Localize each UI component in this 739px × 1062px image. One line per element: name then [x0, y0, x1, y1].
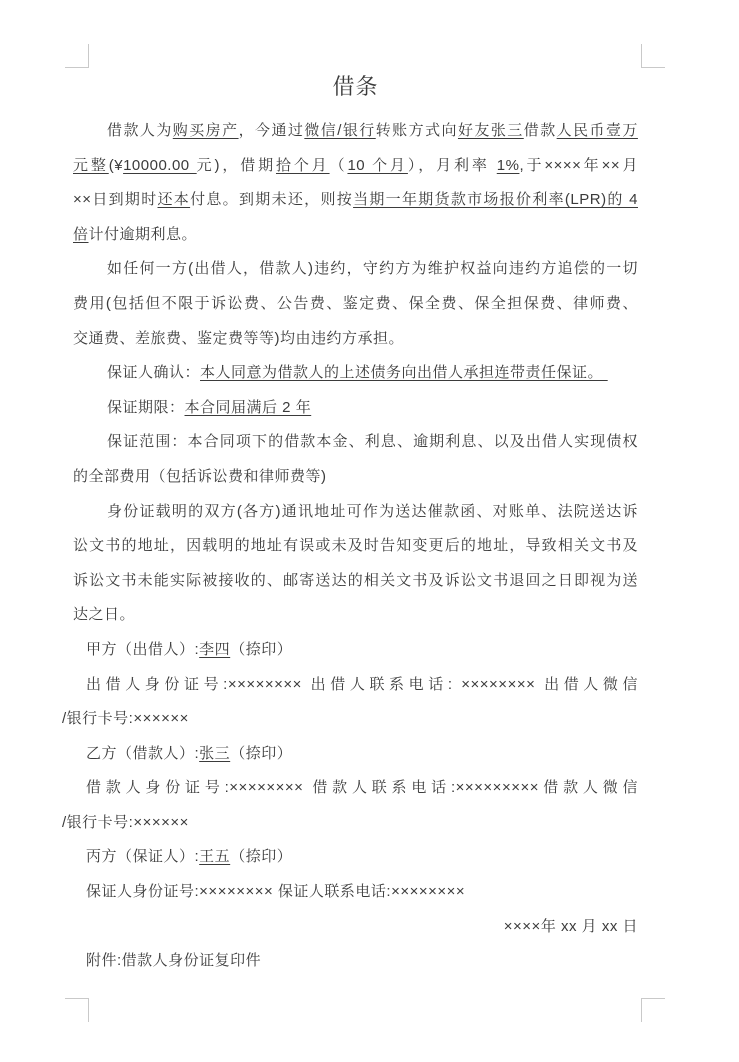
doc-text: 讼文书的地址，因载明的地址有误或未及时告知变更后的地址，导致相关文书及 [73, 537, 638, 555]
doc-text: 元)，借期 [196, 156, 276, 174]
doc-text: （捺印） [230, 848, 293, 866]
doc-text: （捺印） [230, 640, 293, 658]
attachment-line [73, 944, 638, 979]
address-line-1 [73, 495, 638, 530]
doc-text: 丙方（保证人）: [86, 848, 200, 866]
loan-note-document [62, 74, 638, 979]
guarantee-term-line [73, 391, 638, 426]
party-b-contact-line-2 [62, 806, 638, 841]
crop-mark-bottom-right [641, 998, 665, 1022]
guarantee-scope-line-1 [73, 425, 638, 460]
address-line-4 [73, 598, 638, 633]
crop-mark-top-right [641, 44, 665, 68]
guarantee-scope-line-2 [73, 460, 638, 495]
body-line-2 [73, 149, 638, 184]
filled-in-value: 微信/银行 [304, 122, 376, 139]
doc-text: 出借人身份证号:×××××××× 出借人联系电话: ×××××××× 出借人微信 [86, 675, 638, 693]
filled-in-value: 人民币壹万 [556, 122, 638, 139]
doc-text: 借款 [523, 122, 557, 139]
party-a-contact-line-2 [62, 702, 638, 737]
body-line-3 [73, 183, 638, 218]
guarantor-confirm-line [73, 356, 638, 391]
body-line-4 [73, 218, 638, 253]
address-line-2 [73, 529, 638, 564]
breach-line-3 [73, 322, 638, 357]
doc-text: 保证人确认： [107, 364, 201, 382]
doc-text: （捺印） [230, 744, 293, 762]
breach-line-1 [73, 252, 638, 287]
party-a-contact-line-1 [73, 668, 638, 703]
body-line-1 [73, 114, 638, 149]
doc-text: 转账方式向 [375, 122, 458, 139]
filled-in-value: 本合同届满后 2 年 [184, 398, 312, 416]
doc-text: 借款人身份证号:×××××××× 借款人联系电话:×××××××××借款人微信 [86, 779, 638, 797]
filled-in-value: 好友张三 [457, 122, 524, 139]
filled-in-value: 10000.00 [123, 156, 197, 174]
crop-mark-bottom-left [65, 998, 89, 1022]
filled-in-value: 当期一年期货款市场报价利率(LPR)的 4 [353, 191, 638, 209]
doc-text: 保证人身份证号:×××××××× 保证人联系电话:×××××××× [86, 883, 466, 901]
breach-line-2 [73, 287, 638, 322]
document-title: 借条 [332, 74, 379, 99]
filled-in-value: 张三 [199, 744, 231, 762]
doc-text: 的全部费用（包括诉讼费和律师费等) [73, 467, 327, 485]
doc-text: ××××年 xx 月 xx 日 [503, 917, 638, 935]
doc-text: （ [329, 156, 348, 174]
doc-text: (¥ [108, 156, 124, 174]
filled-in-value: 王五 [199, 848, 231, 866]
filled-in-value: 元整 [73, 156, 109, 174]
doc-text: ，今通过 [238, 122, 305, 139]
doc-text: ），月利率 [407, 156, 497, 174]
doc-text: /银行卡号:×××××× [62, 710, 189, 728]
filled-in-value: 李四 [199, 640, 231, 658]
doc-text: 交通费、差旅费、鉴定费等等)均由违约方承担。 [73, 329, 404, 347]
doc-text: ××日到期时 [73, 191, 158, 209]
doc-text: 身份证载明的双方(各方)通讯地址可作为送达催款函、对账单、法院送达诉 [107, 502, 638, 520]
doc-text: 费用(包括但不限于诉讼费、公告费、鉴定费、保全费、保全担保费、律师费、 [73, 294, 638, 312]
party-a-line [73, 633, 638, 668]
document-body [62, 114, 638, 979]
filled-in-value: 本人同意为借款人的上述债务向出借人承担连带责任保证。 [200, 364, 608, 382]
party-b-line [73, 737, 638, 772]
filled-in-value: 倍 [73, 225, 89, 243]
doc-text: /银行卡号:×××××× [62, 813, 189, 831]
address-line-3 [73, 564, 638, 599]
doc-text: 附件:借款人身份证复印件 [86, 952, 262, 970]
filled-in-value: 购买房产 [172, 122, 239, 139]
doc-text: 如任何一方(出借人，借款人)违约，守约方为维护权益向违约方追偿的一切 [107, 260, 638, 278]
doc-text: 计付逾期利息。 [88, 225, 198, 243]
party-b-contact-line-1 [73, 771, 638, 806]
filled-in-value: 10 个月 [347, 156, 408, 174]
filled-in-value: 拾个月 [275, 156, 330, 174]
crop-mark-top-left [65, 44, 89, 68]
doc-text: 达之日。 [73, 606, 136, 624]
filled-in-value: 还本 [157, 191, 191, 209]
doc-text: 保证期限： [107, 398, 185, 416]
party-c-line [73, 840, 638, 875]
doc-text: 诉讼文书未能实际被接收的、邮寄送达的相关文书及诉讼文书退回之日即视为送 [73, 571, 638, 589]
doc-text: 借款人为 [107, 122, 173, 139]
date-line [73, 910, 638, 945]
doc-text: 付息。到期未还，则按 [190, 191, 354, 209]
doc-text: ,于××××年××月 [519, 156, 638, 174]
doc-text: 保证范围：本合同项下的借款本金、利息、逾期利息、以及出借人实现债权 [107, 433, 638, 451]
doc-text: 乙方（借款人）: [86, 744, 200, 762]
filled-in-value: 1% [496, 156, 520, 174]
doc-text: 甲方（出借人）: [86, 640, 200, 658]
party-c-contact-line [73, 875, 638, 910]
